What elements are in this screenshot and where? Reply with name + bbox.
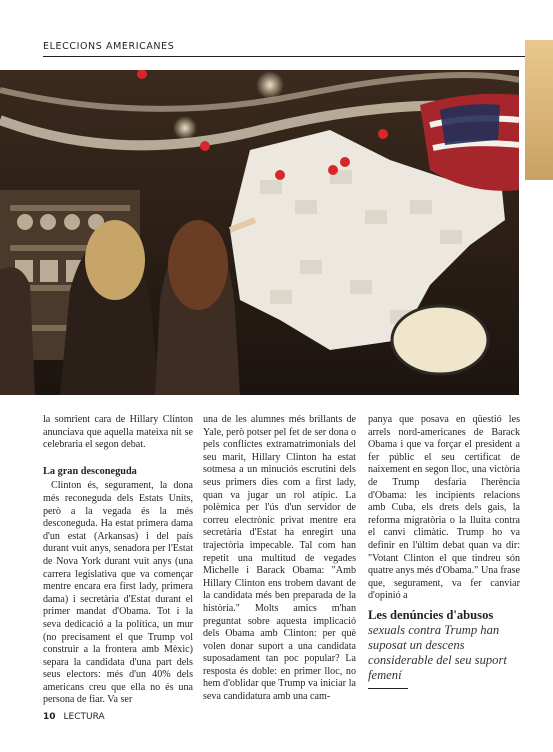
article-photo xyxy=(0,70,519,395)
folio xyxy=(43,712,105,722)
column-3 xyxy=(368,414,520,603)
header-rule xyxy=(43,56,553,57)
paragraph: la somrient cara de Hillary Clinton anunciava que aquella mateixa nit se celebraria el segon debat. xyxy=(43,414,193,451)
paragraph: Clinton és, segurament, la dona més reconeguda dels Estats Units, però a la vegada és la més desconeguda. Ha estat primera dama d'un estat (Arkansas) i del país durant vuit anys, senadora per l'Estat de Nova York durant vuit anys (una carrera legislativa que va començar mentre encara era first lady, primera dama) i secretària d'Estat durant el primer mandat d'Obama. Tot i la seva dedicació a la política, un mur (no precisament el que Trump vol construir a la frontera amb Mèxic) separa la candidata d'una part dels seus electors: més d'un 40% dels americans creu que ella no és una persona de fiar. Va ser xyxy=(43,480,193,706)
page-number: 10 xyxy=(43,712,56,722)
pull-quote-body: sexuals contra Trump han suposat un descens considerable del seu suport femení xyxy=(368,623,507,682)
column-1 xyxy=(43,414,193,707)
pull-quote-rule xyxy=(368,688,408,689)
adjacent-page-edge xyxy=(525,40,553,180)
paragraph: una de les alumnes més brillants de Yale, però potser pel fet de ser dona o pels conflictes extramatrimonials del seu marit, Hillary Clinton ha estat sotmesa a un minuciós escrutini dels seus primers dies com a first lady, quan va jugar un rol atípic. La polèmica per l'ús d'un servidor de correu electrònic privat mentre era secretària d'Estat ha enregirt una trajectòria impecable. Tal com han repetit una multitud de vegades Michelle i Barack Obama: "Amb Hillary Clinton ens trobem davant de la candidata més ben preparada de la història." Molts amics m'han preguntat sobre aquesta implicació dels Obama amb Clinton: per què volen donar suport a una candidata suposadament tan poc popular? La resposta és doble: en primer lloc, no hem d'oblidar que Trump va iniciar la seva candidatura amb una cam- xyxy=(203,414,356,703)
pull-quote xyxy=(368,608,528,689)
store-wall-of-notes-illustration xyxy=(0,70,519,395)
pull-quote-title: Les denúncies d'abusos xyxy=(368,608,494,622)
magazine-name: LECTURA xyxy=(63,712,105,722)
subheading: La gran desconeguda xyxy=(43,465,137,477)
section-heading: ELECCIONS AMERICANES xyxy=(43,41,175,52)
paragraph: panya que posava en qüestió les arrels nord-americanes de Barack Obama i que va forçar el president a fer públic el seu certificat de naixement en segon lloc, una victòria de Trump desfaria l'herència d'Obama: les incipients relacions amb Cuba, els drets dels gais, la reforma migratòria o la lluita contra el canvi climàtic. Trump ho va definir en l'últim debat quan va dir: "Votant Clinton el que tindreu són quatre anys més d'Obama." Una frase que, segurament, va fer canviar d'opinió a xyxy=(368,414,520,602)
column-2 xyxy=(203,414,356,704)
